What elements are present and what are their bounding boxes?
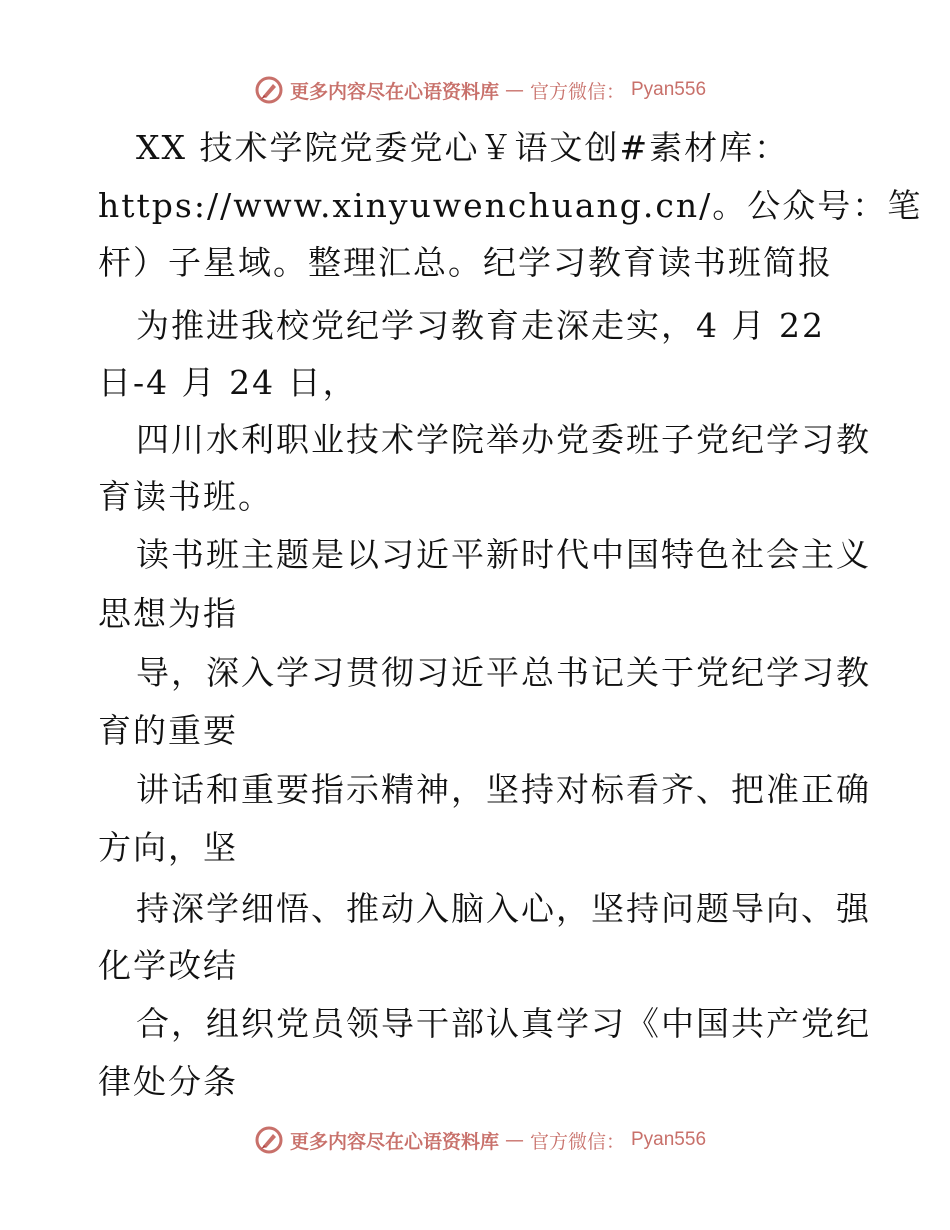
text-line: 育的重要 [98,711,238,750]
pen-nib-logo-icon [254,1125,284,1155]
text-line: 导，深入学习贯彻习近平总书记关于党纪学习教 [136,653,871,692]
banner-slogan: 更多内容尽在心语资料库 [289,80,499,103]
text-line: 四川水利职业技术学院举办党委班子党纪学习教 [136,420,871,459]
banner-slogan: 更多内容尽在心语资料库 [289,1130,499,1153]
pen-nib-logo-icon [254,75,284,105]
text-line: 律处分条 [98,1062,238,1101]
banner-wechat-id: Pyan556 [631,79,707,100]
banner-wechat-label: 官方微信： [529,80,625,103]
text-line: 读书班主题是以习近平新时代中国特色社会主义 [136,535,871,574]
header-watermark-banner [0,70,950,110]
text-line: 日-4 月 24 日， [98,363,358,402]
text-line: 为推进我校党纪学习教育走深走实，4 月 22 [136,306,825,345]
text-line: 思想为指 [98,594,238,633]
text-line: 杆）子星域。整理汇总。纪学习教育读书班简报 [98,243,833,282]
text-line: 化学改结 [98,946,238,985]
text-line: 育读书班。 [98,477,273,516]
banner-wechat-id: Pyan556 [631,1129,707,1150]
text-line: XX 技术学院党委党心￥语文创#素材库： [136,128,790,167]
text-line: 讲话和重要指示精神，坚持对标看齐、把准正确 [136,770,871,809]
text-line: https://www.xinyuwenchuang.cn/。公众号：笔 [98,186,923,225]
text-line: 合，组织党员领导干部认真学习《中国共产党纪 [136,1004,871,1043]
footer-watermark-banner [0,1120,950,1160]
text-line: 持深学细悟、推动入脑入心，坚持问题导向、强 [136,889,871,928]
banner-dash: — [504,79,524,101]
banner-dash: — [504,1129,524,1151]
text-line: 方向，坚 [98,828,238,867]
banner-wechat-label: 官方微信： [529,1130,625,1153]
